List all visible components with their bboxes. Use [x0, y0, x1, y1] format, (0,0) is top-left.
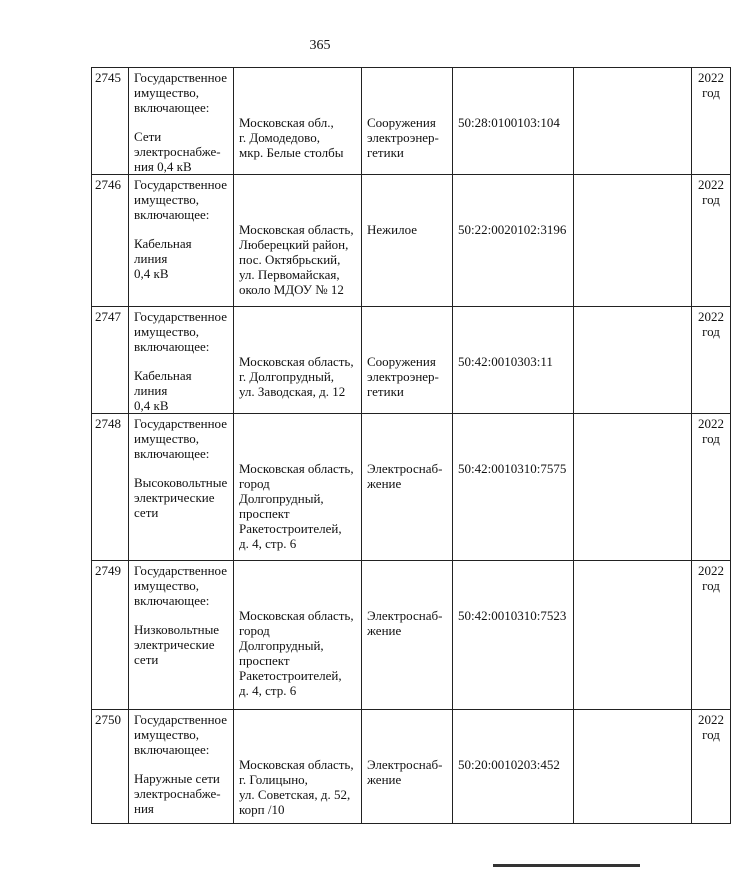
table-row: [92, 307, 731, 414]
address-cell: [234, 710, 362, 824]
purpose-cell: [362, 414, 453, 561]
row-number: 2745: [92, 68, 129, 175]
object-group-title: Государственное имущество, включающее:: [134, 309, 227, 354]
empty-cell: [574, 414, 692, 561]
object-name-cell: [129, 68, 234, 175]
cadastral-number: 50:22:0020102:3196: [458, 222, 567, 237]
object-name: Низковольтные электрические сети: [134, 622, 220, 667]
cadastral-cell: [453, 561, 574, 710]
year-cell: 2022 год: [692, 414, 731, 561]
cadastral-number: 50:20:0010203:452: [458, 757, 560, 772]
object-name: Сети электроснабже- ния 0,4 кВ: [134, 129, 221, 174]
object-address: Московская обл., г. Домодедово, мкр. Белые столбы: [239, 115, 344, 160]
address-cell: [234, 68, 362, 175]
purpose-cell: [362, 175, 453, 307]
page-number: 365: [309, 38, 331, 53]
object-name-cell: [129, 710, 234, 824]
row-number: 2749: [92, 561, 129, 710]
table-row: [92, 68, 731, 175]
object-group-title: Государственное имущество, включающее:: [134, 563, 227, 608]
object-purpose: Электроснаб- жение: [367, 461, 443, 491]
object-name: Наружные сети электроснабже- ния: [134, 771, 221, 816]
cadastral-cell: [453, 414, 574, 561]
object-group-title: Государственное имущество, включающее:: [134, 177, 227, 222]
object-purpose: Электроснаб- жение: [367, 757, 443, 787]
empty-cell: [574, 710, 692, 824]
object-purpose: Электроснаб- жение: [367, 608, 443, 638]
row-number: 2748: [92, 414, 129, 561]
object-name-cell: [129, 561, 234, 710]
empty-cell: [574, 175, 692, 307]
year-cell: 2022 год: [692, 561, 731, 710]
empty-cell: [574, 307, 692, 414]
object-group-title: Государственное имущество, включающее:: [134, 416, 227, 461]
object-address: Московская область, город Долгопрудный, проспект Ракетостроителей, д. 4, стр. 6: [239, 608, 354, 698]
object-purpose: Сооружения электроэнер- гетики: [367, 115, 439, 160]
object-group-title: Государственное имущество, включающее:: [134, 70, 227, 115]
table-row: [92, 561, 731, 710]
purpose-cell: [362, 561, 453, 710]
address-cell: [234, 307, 362, 414]
year-cell: 2022 год: [692, 307, 731, 414]
object-name-cell: [129, 414, 234, 561]
table-row: [92, 710, 731, 824]
object-address: Московская область, г. Долгопрудный, ул. Заводская, д. 12: [239, 354, 354, 399]
object-name: Кабельная линия 0,4 кВ: [134, 236, 192, 281]
year-cell: 2022 год: [692, 175, 731, 307]
cadastral-cell: [453, 307, 574, 414]
empty-cell: [574, 561, 692, 710]
address-cell: [234, 561, 362, 710]
object-group-title: Государственное имущество, включающее:: [134, 712, 227, 757]
cadastral-cell: [453, 175, 574, 307]
property-registry-table: [91, 67, 731, 824]
object-address: Московская область, город Долгопрудный, проспект Ракетостроителей, д. 4, стр. 6: [239, 461, 354, 551]
object-purpose: Сооружения электроэнер- гетики: [367, 354, 439, 399]
cadastral-number: 50:42:0010310:7575: [458, 461, 567, 476]
purpose-cell: [362, 68, 453, 175]
object-name-cell: [129, 175, 234, 307]
table-row: [92, 414, 731, 561]
object-address: Московская область, г. Голицыно, ул. Советская, д. 52, корп /10: [239, 757, 354, 817]
table-row: [92, 175, 731, 307]
purpose-cell: [362, 710, 453, 824]
row-number: 2747: [92, 307, 129, 414]
address-cell: [234, 414, 362, 561]
object-name-cell: [129, 307, 234, 414]
object-address: Московская область, Люберецкий район, пос. Октябрьский, ул. Первомайская, около МДОУ № 12: [239, 222, 354, 297]
scan-edge-mark: [493, 864, 640, 867]
object-name: Высоковольтные электрические сети: [134, 475, 228, 520]
year-cell: 2022 год: [692, 710, 731, 824]
cadastral-number: 50:42:0010303:11: [458, 354, 553, 369]
cadastral-cell: [453, 68, 574, 175]
empty-cell: [574, 68, 692, 175]
purpose-cell: [362, 307, 453, 414]
cadastral-number: 50:42:0010310:7523: [458, 608, 567, 623]
row-number: 2750: [92, 710, 129, 824]
address-cell: [234, 175, 362, 307]
cadastral-cell: [453, 710, 574, 824]
object-name: Кабельная линия 0,4 кВ: [134, 368, 192, 413]
object-purpose: Нежилое: [367, 222, 418, 237]
year-cell: 2022 год: [692, 68, 731, 175]
cadastral-number: 50:28:0100103:104: [458, 115, 560, 130]
row-number: 2746: [92, 175, 129, 307]
